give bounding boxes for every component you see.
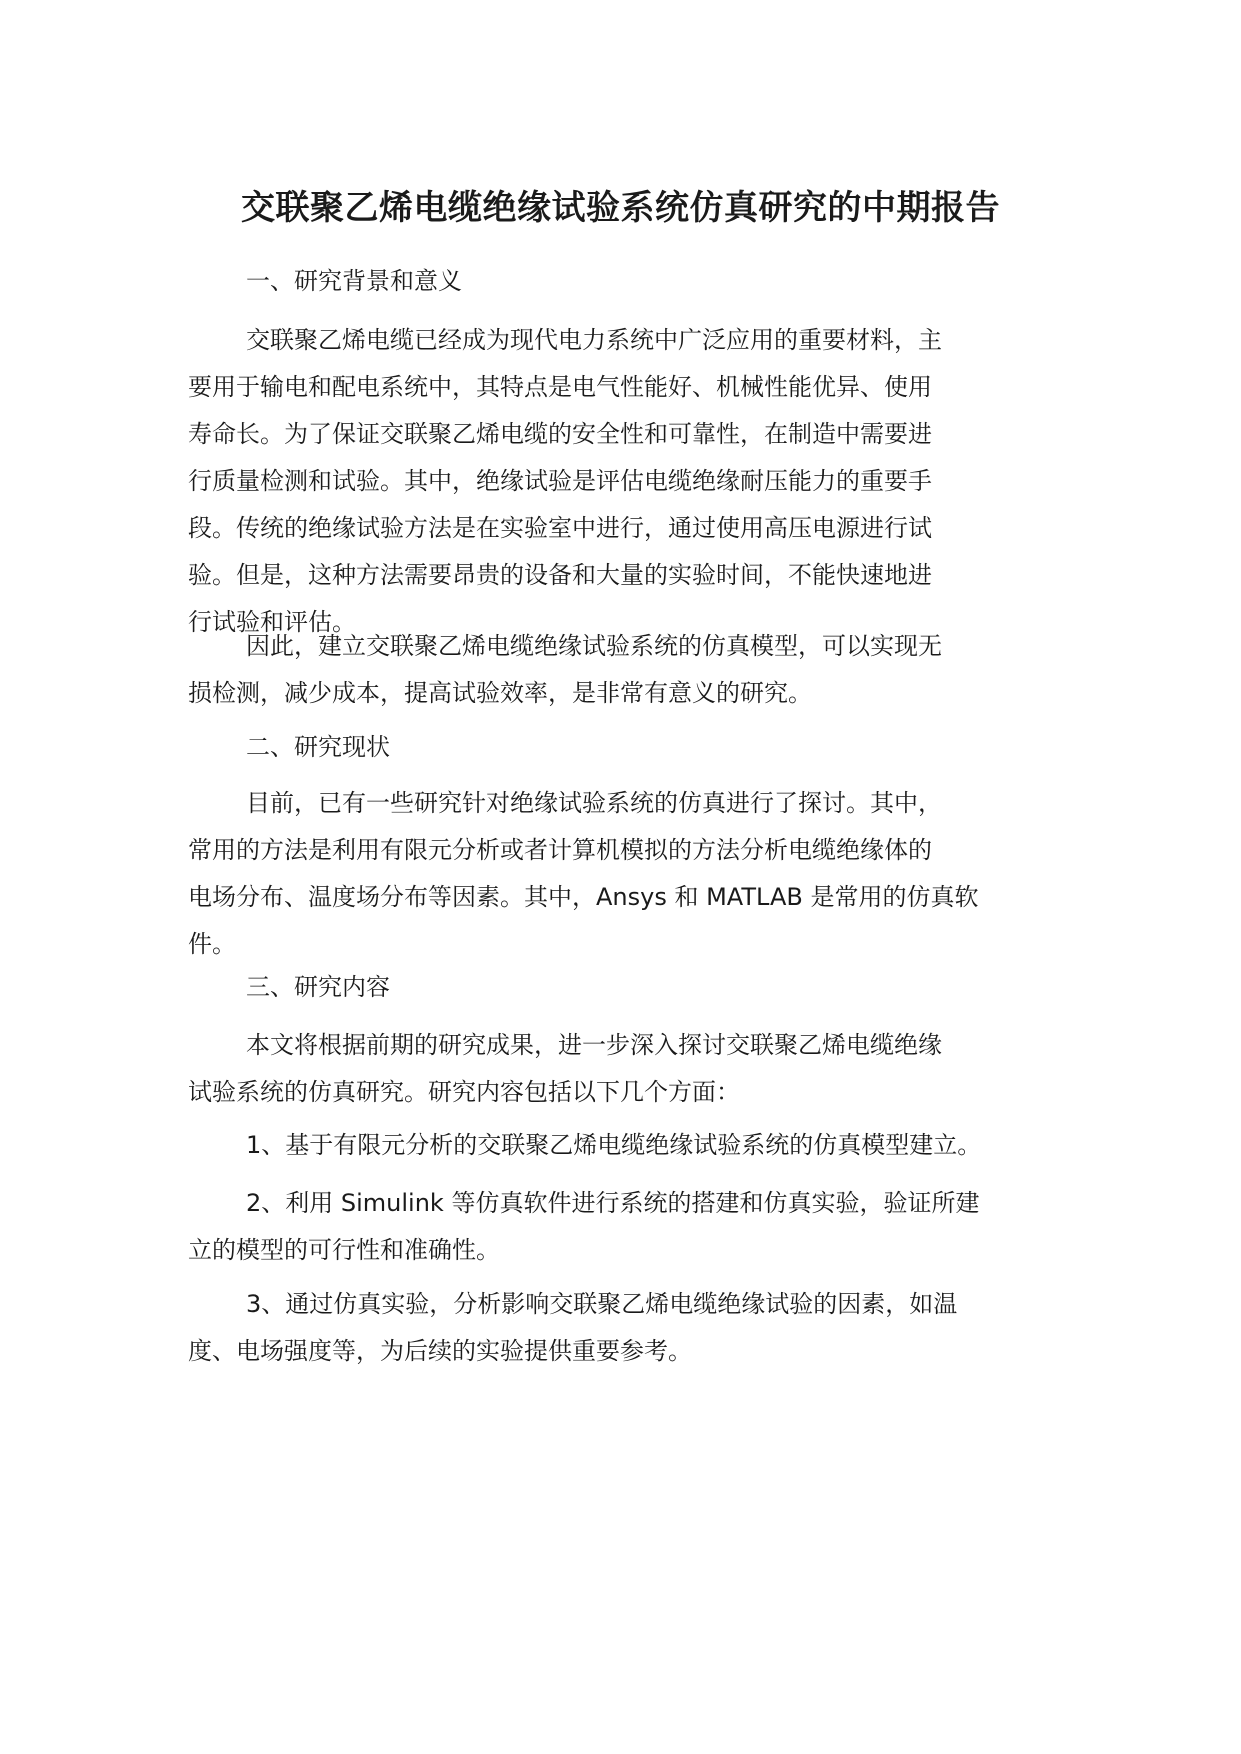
paragraph-line: 交联聚乙烯电缆已经成为现代电力系统中广泛应用的重要材料，主: [246, 326, 942, 354]
paragraph-line: 2、利用 Simulink 等仿真软件进行系统的搭建和仿真实验，验证所建: [246, 1189, 980, 1217]
paragraph-line: 要用于输电和配电系统中，其特点是电气性能好、机械性能优异、使用: [188, 373, 932, 401]
paragraph-background-2: [188, 623, 1068, 717]
heading-text: 三、研究内容: [246, 973, 390, 1001]
paragraph-line: 因此，建立交联聚乙烯电缆绝缘试验系统的仿真模型，可以实现无: [246, 632, 942, 660]
paragraph-line: 常用的方法是利用有限元分析或者计算机模拟的方法分析电缆绝缘体的: [188, 836, 932, 864]
paragraph-line: 件。: [188, 930, 236, 958]
paragraph-line: 寿命长。为了保证交联聚乙烯电缆的安全性和可靠性，在制造中需要进: [188, 420, 932, 448]
heading-text: 一、研究背景和意义: [246, 267, 462, 295]
paragraph-line: 段。传统的绝缘试验方法是在实验室中进行，通过使用高压电源进行试: [188, 514, 932, 542]
list-item-3: [188, 1281, 1068, 1375]
document-title: 交联聚乙烯电缆绝缘试验系统仿真研究的中期报告: [241, 188, 1000, 228]
paragraph-line: 度、电场强度等，为后续的实验提供重要参考。: [188, 1337, 692, 1365]
paragraph-content: [188, 1022, 1068, 1116]
section-heading-content: [188, 964, 1068, 1011]
paragraph-line: 损检测，减少成本，提高试验效率，是非常有意义的研究。: [188, 679, 812, 707]
heading-text: 二、研究现状: [246, 733, 390, 761]
paragraph-line: 电场分布、温度场分布等因素。其中，Ansys 和 MATLAB 是常用的仿真软: [188, 883, 979, 911]
paragraph-line: 3、通过仿真实验，分析影响交联聚乙烯电缆绝缘试验的因素，如温: [246, 1290, 958, 1318]
paragraph-status: [188, 780, 1068, 968]
paragraph-line: 立的模型的可行性和准确性。: [188, 1236, 500, 1264]
list-item-1: [188, 1122, 1068, 1169]
paragraph-background-1: [188, 317, 1068, 646]
paragraph-line: 行试验和评估。: [188, 608, 356, 636]
paragraph-line: 1、基于有限元分析的交联聚乙烯电缆绝缘试验系统的仿真模型建立。: [246, 1131, 982, 1159]
paragraph-line: 试验系统的仿真研究。研究内容包括以下几个方面：: [188, 1078, 740, 1106]
list-item-2: [188, 1180, 1068, 1274]
paragraph-line: 验。但是，这种方法需要昂贵的设备和大量的实验时间，不能快速地进: [188, 561, 932, 589]
paragraph-line: 目前，已有一些研究针对绝缘试验系统的仿真进行了探讨。其中，: [246, 789, 942, 817]
paragraph-line: 本文将根据前期的研究成果，进一步深入探讨交联聚乙烯电缆绝缘: [246, 1031, 942, 1059]
section-heading-background: [188, 258, 1068, 305]
section-heading-status: [188, 724, 1068, 771]
paragraph-line: 行质量检测和试验。其中，绝缘试验是评估电缆绝缘耐压能力的重要手: [188, 467, 932, 495]
